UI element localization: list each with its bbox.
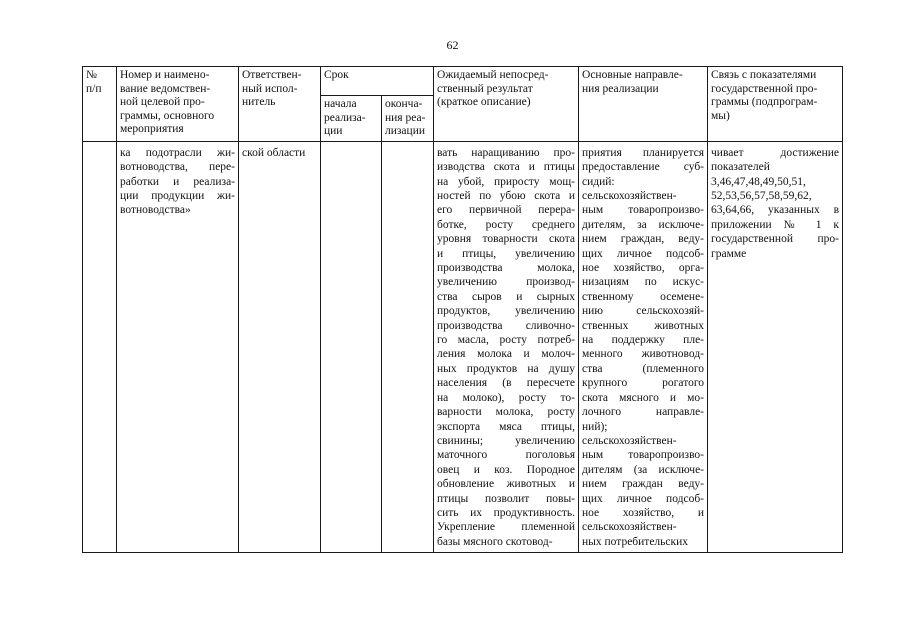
header-num bbox=[83, 67, 117, 142]
text-line: ное хозяйство, орга- bbox=[582, 262, 705, 275]
text-line: Основные направле- bbox=[582, 69, 683, 81]
text-line: начала bbox=[324, 98, 357, 110]
text-line: дителям (за исключе- bbox=[582, 463, 705, 476]
text-line: граммы (подпрограм- bbox=[711, 96, 818, 109]
text-line: граммы, основного bbox=[120, 109, 215, 122]
header-name bbox=[117, 67, 239, 142]
text-line: ции bbox=[324, 125, 343, 138]
text-line: ства (племенного bbox=[582, 362, 705, 375]
text-line: ных потребительских bbox=[582, 535, 689, 548]
text-line: оконча- bbox=[385, 98, 423, 110]
text-line: вотноводства» bbox=[120, 204, 191, 217]
cell-directions bbox=[579, 141, 708, 552]
text-line: Ответствен- bbox=[242, 69, 302, 81]
text-line: ным товаропроизво- bbox=[582, 449, 705, 462]
text-line: Укрепление племенной bbox=[437, 521, 576, 534]
table-row bbox=[83, 141, 843, 552]
text-line: производства молока, bbox=[437, 262, 576, 275]
text-line: 52,53,56,57,58,59,62, bbox=[711, 190, 812, 202]
text-line: Номер и наимено- bbox=[120, 69, 210, 81]
text-line: ления молока и молоч- bbox=[437, 348, 576, 361]
text-line: предоставление суб- bbox=[582, 161, 705, 174]
text-line: ное хозяйство, и bbox=[582, 506, 705, 519]
text-line: мы) bbox=[711, 109, 730, 122]
text-line: (краткое описание) bbox=[437, 96, 531, 109]
program-table bbox=[82, 66, 843, 553]
text-line: ственный результат bbox=[437, 82, 533, 95]
text-line: сельскохозяйствен- bbox=[582, 190, 677, 202]
text-line: ка подотрасли жи- bbox=[120, 146, 235, 159]
text-line: свинины; увеличению bbox=[437, 434, 576, 447]
text-line: вание ведомствен- bbox=[120, 82, 211, 95]
text-line: дителям, за исключе- bbox=[582, 218, 705, 231]
text-line: ции продукции жи- bbox=[120, 190, 235, 202]
text-line: его первичной перера- bbox=[437, 204, 576, 217]
text-line: овец и коз. Породное bbox=[437, 463, 576, 476]
text-line: нитель bbox=[242, 96, 276, 109]
text-line: менного животновод- bbox=[582, 348, 705, 361]
text-line: экспорта мяса птицы, bbox=[437, 420, 576, 433]
text-line: ственных животных bbox=[582, 319, 705, 332]
header-end bbox=[382, 96, 434, 142]
text-line: птицы позволит повы- bbox=[437, 492, 576, 505]
text-line: и птицы, увеличению bbox=[437, 247, 576, 260]
text-line: го масла, росту потреб- bbox=[437, 334, 576, 347]
header-link bbox=[708, 67, 843, 142]
header-directions bbox=[579, 67, 708, 142]
text-line: крупного рогатого bbox=[582, 377, 705, 390]
text-line: вать наращиванию про- bbox=[437, 146, 576, 159]
text-line: нию сельскохозяй- bbox=[582, 305, 705, 318]
text-line: п/п bbox=[86, 82, 102, 95]
text-line: государственной про- bbox=[711, 233, 840, 246]
text-line: нием граждан веду- bbox=[582, 478, 705, 491]
text-line: работки и реализа- bbox=[120, 175, 235, 188]
cell-num bbox=[83, 141, 117, 552]
text-line: мероприятия bbox=[120, 123, 184, 136]
text-line: реализа- bbox=[324, 111, 366, 124]
text-line: ностей по убою скота и bbox=[437, 190, 576, 202]
text-line: Связь с показателями bbox=[711, 69, 817, 81]
page-number: 62 bbox=[446, 38, 459, 52]
text-line: продуктов, увеличению bbox=[437, 305, 576, 318]
cell-result bbox=[434, 141, 579, 552]
text-line: грамме bbox=[711, 247, 747, 260]
text-line: ный испол- bbox=[242, 82, 298, 95]
text-line: сельскохозяйствен- bbox=[582, 434, 677, 447]
text-line: государственной про- bbox=[711, 82, 818, 95]
text-line: ния реализации bbox=[582, 82, 659, 95]
text-line: ботке, росту среднего bbox=[437, 218, 576, 231]
cell-start bbox=[321, 141, 382, 552]
text-line: скота мясного и мо- bbox=[582, 391, 705, 404]
text-line: 63,64,66, указанных в bbox=[711, 204, 840, 217]
text-line: производства сливочно- bbox=[437, 319, 576, 332]
text-line: ний); bbox=[582, 420, 608, 433]
text-line: приятия планируется bbox=[582, 146, 705, 159]
text-line: чивает достижение bbox=[711, 146, 840, 159]
text-line: на молоко), росту то- bbox=[437, 391, 576, 404]
cell-end bbox=[382, 141, 434, 552]
header-responsible bbox=[239, 67, 321, 142]
text-line: ства сыров и сырных bbox=[437, 290, 576, 303]
text-line: ственному осемене- bbox=[582, 290, 705, 303]
text-line: вотноводства, пере- bbox=[120, 161, 235, 174]
text-line: на поддержку пле- bbox=[582, 334, 705, 347]
text-line: ным товаропроизво- bbox=[582, 204, 705, 217]
cell-name bbox=[117, 141, 239, 552]
text-line: уровня товарности скота bbox=[437, 233, 576, 246]
text-line: ской области bbox=[242, 146, 306, 159]
text-line: показателей bbox=[711, 161, 770, 174]
text-line: 3,46,47,48,49,50,51, bbox=[711, 175, 806, 188]
text-line: щих личное подсоб- bbox=[582, 247, 705, 260]
header-start bbox=[321, 96, 382, 142]
text-line: ной целевой про- bbox=[120, 96, 205, 109]
cell-responsible bbox=[239, 141, 321, 552]
text-line: ных продуктов на душу bbox=[437, 362, 576, 375]
text-line: низациям по искус- bbox=[582, 276, 705, 289]
text-line: нием граждан, веду- bbox=[582, 233, 705, 246]
text-line: базы мясного скотовод- bbox=[437, 535, 553, 548]
text-line: приложении № 1 к bbox=[711, 218, 840, 231]
header-term: Срок bbox=[321, 67, 434, 96]
text-line: сидий: bbox=[582, 175, 615, 188]
text-line: щих личное подсоб- bbox=[582, 492, 705, 505]
text-line: Ожидаемый непосред- bbox=[437, 69, 549, 81]
text-line: № bbox=[86, 69, 97, 81]
text-line: лизации bbox=[385, 125, 426, 138]
text-line: сить их продуктивность. bbox=[437, 506, 576, 519]
text-line: населения (в пересчете bbox=[437, 377, 576, 390]
text-line: маточного поголовья bbox=[437, 449, 576, 462]
text-line: лочного направле- bbox=[582, 406, 705, 419]
text-line: варности молока, росту bbox=[437, 406, 576, 419]
text-line: увеличению производ- bbox=[437, 276, 576, 289]
header-result bbox=[434, 67, 579, 142]
text-line: ния реа- bbox=[385, 111, 426, 124]
text-line: изводства скота и птицы bbox=[437, 161, 576, 174]
text-line: сельскохозяйствен- bbox=[582, 521, 677, 534]
cell-link bbox=[708, 141, 843, 552]
text-line: на убой, приросту мощ- bbox=[437, 175, 576, 188]
text-line: обновление животных и bbox=[437, 478, 576, 491]
